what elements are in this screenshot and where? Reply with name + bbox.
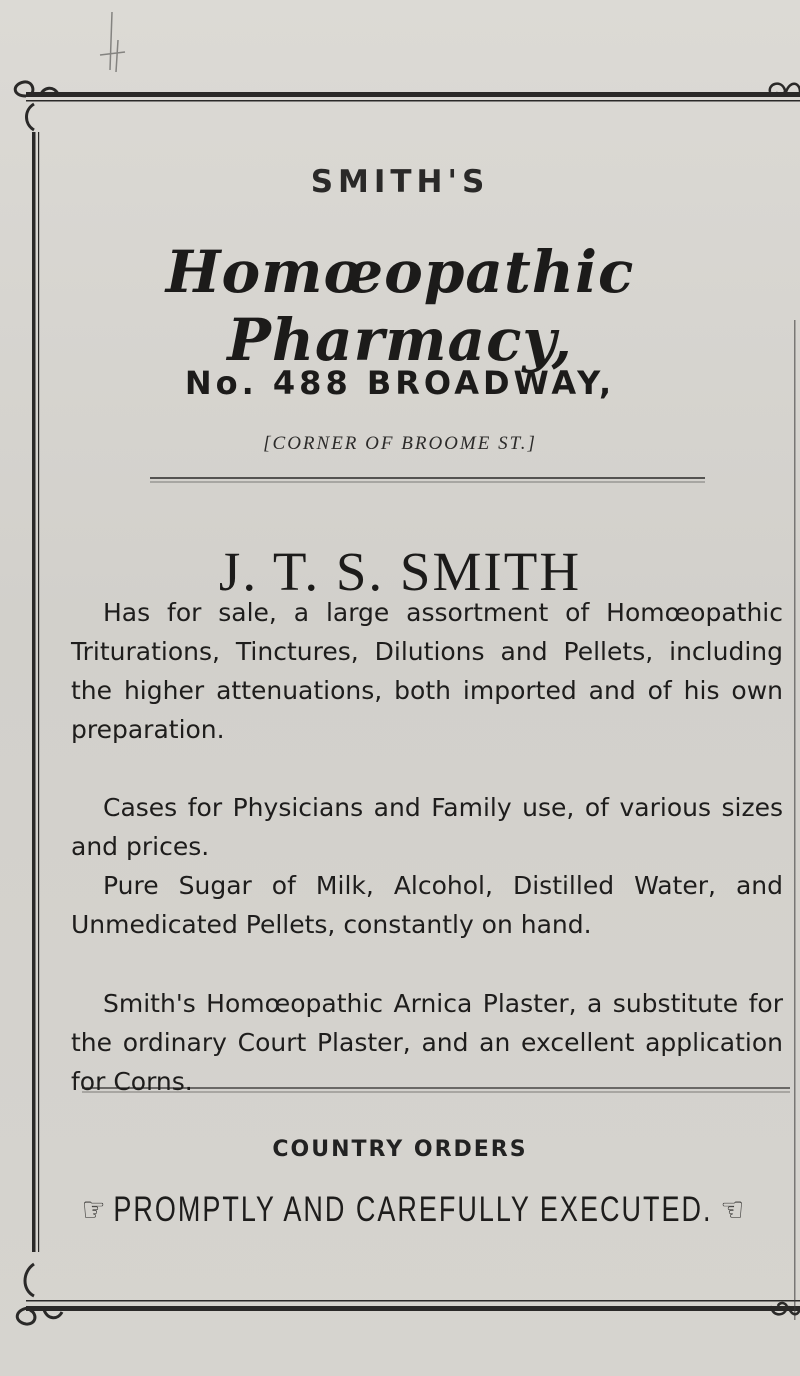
bottom-border-rule — [26, 1306, 800, 1311]
pointing-hand-icon: ☞ — [82, 1190, 108, 1229]
paragraph-text: Smith's Homœopathic Arnica Plaster, a substitute for the ordinary Court Plaster, and an excellent application for Corns. — [71, 989, 783, 1096]
proprietor-name: J. T. S. SMITH — [218, 541, 582, 602]
paragraph-cases — [71, 788, 783, 866]
paragraph-text: Pure Sugar of Milk, Alcohol, Distilled Water, and Unmedicated Pellets, constantly on hand. — [71, 871, 783, 939]
handwritten-mark — [100, 12, 125, 72]
country-orders-heading: COUNTRY ORDERS — [272, 1137, 528, 1162]
corner-note: [CORNER OF BROOME ST.] — [263, 433, 537, 454]
business-name: SMITH'S — [310, 164, 490, 200]
paragraph-arnica-plaster — [71, 984, 783, 1101]
pharmacy-title: Homœopathic Pharmacy, — [165, 238, 635, 374]
paragraph-text: Cases for Physicians and Family use, of various sizes and prices. — [71, 793, 783, 861]
promptly-line — [82, 1190, 782, 1230]
corner-ornament-top-left — [15, 82, 58, 130]
paragraph-supplies — [71, 866, 783, 944]
corner-ornament-bottom-left — [17, 1264, 62, 1324]
promptly-text: PROMPTLY AND CAREFULLY EXECUTED. — [113, 1190, 713, 1229]
street-address: No. 488 BROADWAY, — [184, 364, 616, 402]
pointing-hand-icon: ☜ — [720, 1190, 746, 1229]
top-border-rule — [26, 92, 800, 97]
paragraph-text: Has for sale, a large assortment of Homœopathic Triturations, Tinctures, Dilutions and Pellets, including the higher attenuations, both imported and of his own preparation. — [71, 598, 783, 744]
paragraph-assortment — [71, 593, 783, 749]
